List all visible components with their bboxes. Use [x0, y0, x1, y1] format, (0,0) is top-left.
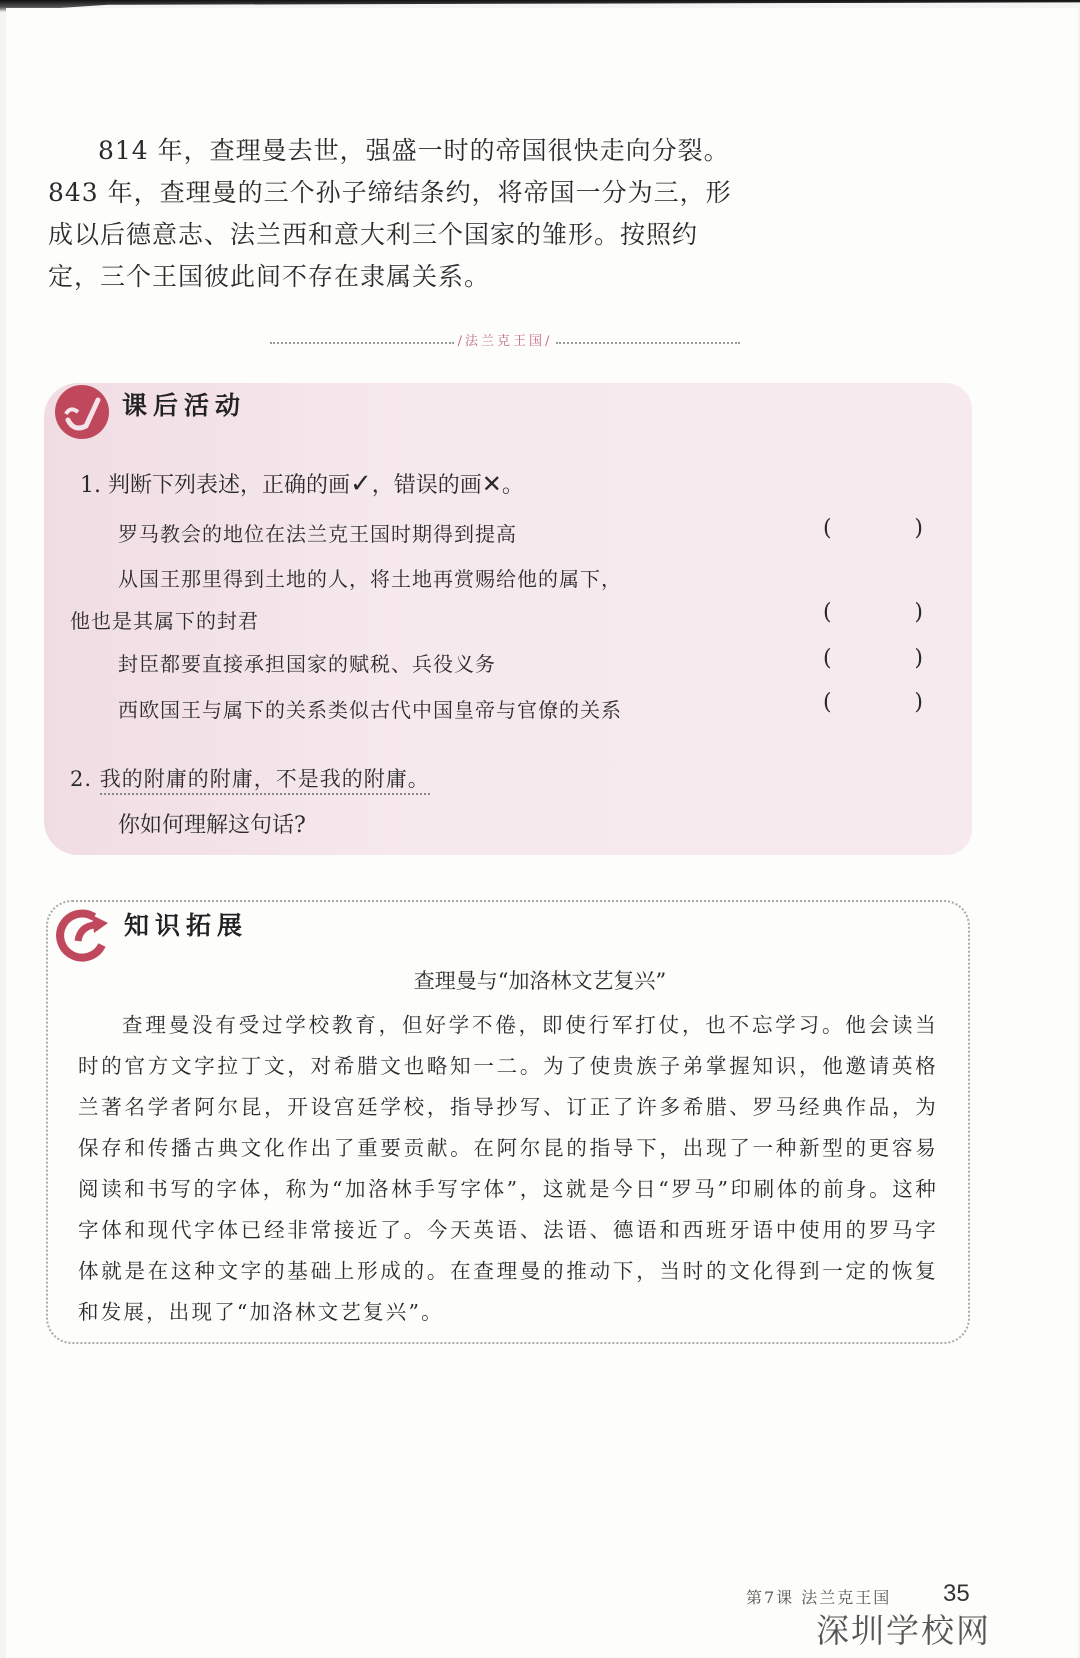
intro-line-1: 814 年，查理曼去世，强盛一时的帝国很快走向分裂。 — [98, 136, 730, 165]
question-1-prompt: 1. 判断下列表述，正确的画✓，错误的画✕。 — [80, 469, 524, 499]
intro-paragraph — [48, 130, 748, 298]
intro-line-2: 843 年，查理曼的三个孙子缔结条约，将帝国一分为三，形成以后德意志、法兰西和意大利三个国家的雏形。按照约定，三个王国彼此间不存在隶属关系。 — [48, 178, 732, 291]
watermark: 深圳学校网 — [816, 1611, 991, 1650]
divider-dots-right — [556, 342, 740, 344]
page-number: 35 — [943, 1580, 970, 1607]
arrow-circle-icon — [54, 905, 114, 965]
statement-2-line-2: 他也是其属下的封君 — [70, 609, 259, 633]
statement-4: 西欧国王与属下的关系类似古代中国皇帝与官僚的关系 — [118, 698, 622, 722]
answer-blank-3[interactable]: ( ) — [823, 646, 923, 671]
cross-mark-icon: ✕ — [481, 470, 502, 498]
check-mark-icon: ✓ — [349, 469, 372, 499]
question-2-quote: 2. 我的附庸的附庸，不是我的附庸。 — [70, 763, 430, 793]
divider-dots-left — [270, 342, 454, 344]
activity-title: 课后活动 — [122, 391, 247, 420]
answer-blank-1[interactable]: ( ) — [823, 516, 923, 541]
divider-label: /法兰克王国/ — [457, 334, 553, 349]
statement-2-line-1: 从国王那里得到土地的人，将土地再赏赐给他的属下， — [118, 567, 622, 591]
answer-blank-4[interactable]: ( ) — [823, 690, 923, 715]
knowledge-heading: 查理曼与“加洛林文艺复兴” — [413, 969, 667, 993]
statement-1: 罗马教会的地位在法兰克王国时期得到提高 — [118, 522, 517, 546]
knowledge-title: 知识拓展 — [124, 911, 249, 940]
knowledge-body — [78, 1005, 938, 1333]
question-2-prompt: 你如何理解这句话? — [118, 813, 306, 838]
knowledge-paragraph: 查理曼没有受过学校教育，但好学不倦，即使行军打仗，也不忘学习。他会读当时的官方文字拉丁文，对希腊文也略知一二。为了使贵族子弟掌握知识，他邀请英格兰著名学者阿尔昆，开设宫廷学校，指导抄写、订正了许多希腊、罗马经典作品，为保存和传播古典文化作出了重要贡献。在阿尔昆的指导下，出现了一种新型的更容易阅读和书写的字体，称为“加洛林手写字体”，这就是今日“罗马”印刷体的前身。这种字体和现代字体已经非常接近了。今天英语、法语、德语和西班牙语中使用的罗马字体就是在这种文字的基础上形成的。在查理曼的推动下，当时的文化得到一定的恢复和发展，出现了“加洛林文艺复兴”。 — [78, 1013, 938, 1324]
answer-blank-2[interactable]: ( ) — [823, 600, 923, 625]
lesson-footer: 第7课 法兰克王国 — [746, 1588, 892, 1607]
pen-check-icon — [52, 382, 112, 442]
section-divider — [270, 330, 740, 349]
statement-3: 封臣都要直接承担国家的赋税、兵役义务 — [118, 652, 496, 676]
